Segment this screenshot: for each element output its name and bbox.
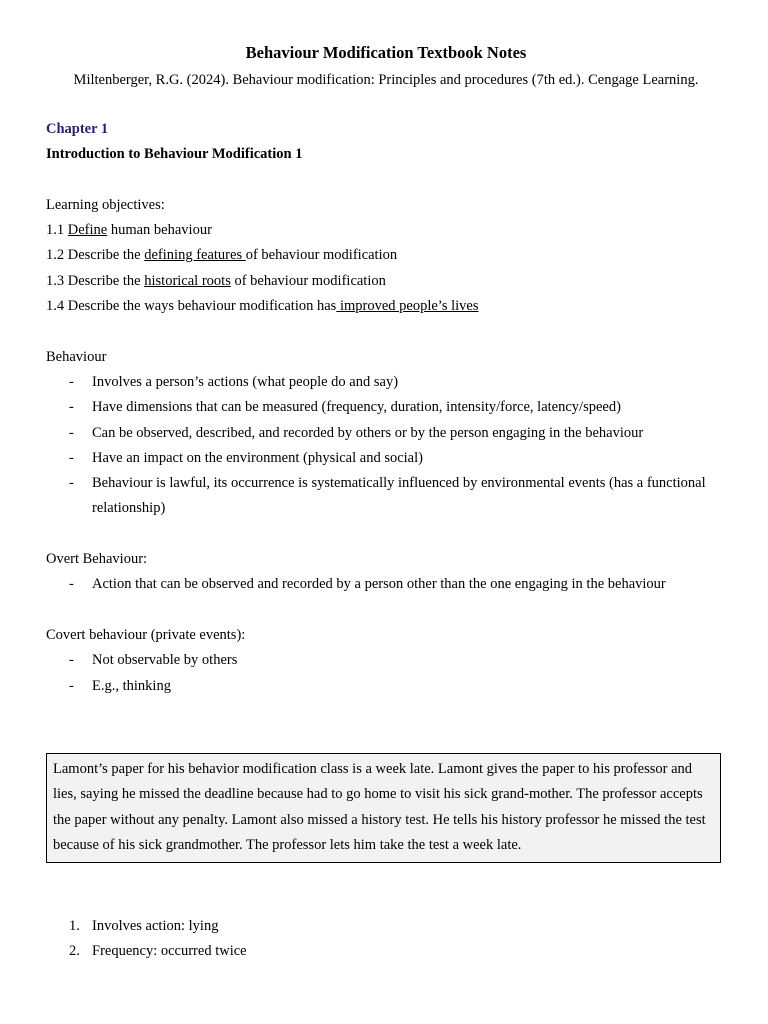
list-item: - Action that can be observed and recorded by a person other than the one engaging in the behaviour — [69, 576, 666, 593]
behaviour-heading: Behaviour — [46, 348, 107, 365]
example-box: Lamont’s paper for his behavior modification class is a week late. Lamont gives the paper to his professor and lies, saying he missed the deadline because had to go home to visit his sick grand-mother. The professor accepts the paper without any penalty. Lamont also missed a history test. He tells his history professor he missed the test because of his sick grandmother. The professor lets him take the test a week late. — [46, 753, 721, 863]
list-item: - Not observable by others — [69, 652, 238, 669]
chapter-label: Chapter 1 — [46, 121, 109, 137]
objective-item: 1.2 Describe the defining features of behaviour modification — [46, 247, 398, 264]
overt-heading: Overt Behaviour: — [46, 551, 148, 568]
objective-item: 1.1 Define human behaviour — [46, 222, 212, 239]
objectives-list — [46, 218, 726, 319]
list-item: - E.g., thinking — [69, 677, 171, 694]
objective-underlined: defining features — [144, 247, 246, 264]
objective-underlined: Define — [67, 222, 108, 239]
objective-item: 1.3 Describe the historical roots of behaviour modification — [46, 272, 386, 289]
list-item: - Have an impact on the environment (physical and social) — [69, 449, 423, 466]
list-item: - Behaviour is lawful, its occurrence is systematically influenced by environmental events (has a functional relationship) — [69, 475, 706, 517]
covert-heading: Covert behaviour (private events): — [46, 626, 246, 643]
list-item: - Have dimensions that can be measured (frequency, duration, intensity/force, latency/speed) — [69, 399, 621, 416]
list-item: - Involves a person’s actions (what people do and say) — [69, 373, 399, 390]
list-item: 1. Involves action: lying — [69, 918, 219, 934]
objective-item: 1.4 Describe the ways behaviour modification has improved people’s lives — [46, 298, 479, 315]
citation: Miltenberger, R.G. (2024). Behaviour modification: Principles and procedures (7th ed.). Cengage Learning. — [73, 72, 699, 88]
chapter-title: Introduction to Behaviour Modification 1 — [46, 146, 303, 163]
analysis-list — [46, 914, 726, 965]
covert-list — [46, 648, 726, 699]
overt-list — [46, 572, 726, 597]
list-item: - Can be observed, described, and recorded by others or by the person engaging in the behaviour — [69, 424, 644, 441]
list-item: 2. Frequency: occurred twice — [69, 943, 247, 960]
objective-underlined: improved people’s lives — [336, 298, 479, 315]
document-page — [46, 42, 726, 699]
document-title: Behaviour Modification Textbook Notes — [245, 43, 527, 62]
behaviour-list — [46, 370, 726, 522]
objective-underlined: historical roots — [144, 272, 231, 289]
objectives-heading: Learning objectives: — [46, 196, 165, 213]
